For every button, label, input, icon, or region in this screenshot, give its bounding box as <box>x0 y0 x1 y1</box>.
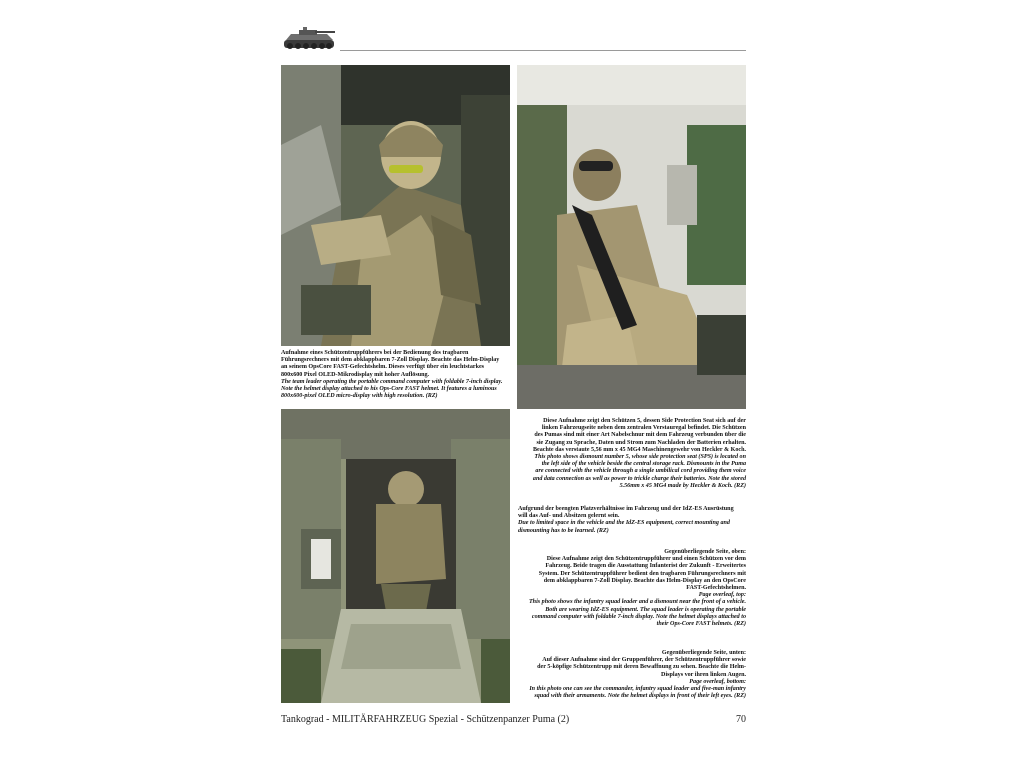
caption-en-line: Both are wearing IdZ-ES equipment. The squad leader is operating the portable <box>545 606 746 613</box>
caption-photo-3 <box>518 506 746 535</box>
caption-photo-2 <box>518 418 746 490</box>
caption-en-line: are connected with the vehicle through a single umbilical cord providing them voice <box>535 468 746 475</box>
caption-en-line: The team leader operating the portable command computer with foldable 7-inch display. <box>281 378 503 385</box>
caption-de-line: linken Fahrzeugseite neben dem zentralen Verstauregal befindet. Die Schützen <box>541 425 746 432</box>
caption-heading: Gegenüberliegende Seite, oben: <box>664 549 746 555</box>
caption-de-line: Auf dieser Aufnahme sind der Gruppenführer, der Schützentruppführer sowie <box>542 657 746 664</box>
caption-facing-bottom <box>518 650 746 700</box>
caption-de-line: des Pumas sind mit einer Art Nabelschnur mit dem Fahrzeug verbunden über die <box>534 432 746 439</box>
caption-photo-1 <box>281 350 513 400</box>
caption-de-line: an seinem OpsCore FAST-Gefechtshelm. Dieses verfügt über ein leuchtstarkes <box>281 364 485 371</box>
photo-rear-ramp-exit <box>281 409 510 703</box>
caption-en-line: dismounting has to be learned. (RZ) <box>518 527 609 534</box>
footer-title: Tankograd - MILITÄRFAHRZEUG Spezial - Schützenpanzer Puma (2) <box>281 714 570 725</box>
caption-de-line: 800x600 Pixel OLED-Mikrodisplay mit hoher Auflösung. <box>281 371 430 378</box>
caption-de-line: will das Auf- und Absitzen gelernt sein. <box>518 513 620 520</box>
caption-de-line: Führungsrechners mit dem abklappbaren 7-Zoll Display. Beachte das Helm-Display <box>281 357 500 364</box>
caption-en-line: 800x600-pixel OLED micro-display with high resolution. (RZ) <box>281 393 438 400</box>
caption-de-line: Diese Aufnahme zeigt den Schützen 5, dessen Side Protection Seat sich auf der <box>543 418 746 424</box>
caption-de-line: sie Zugang zu Sprache, Daten und Strom zum Nachladen der Batterien erhalten. <box>536 439 746 446</box>
caption-en-line: the left side of the vehicle beside the central storage rack. Dismounts in the Puma <box>541 461 746 468</box>
caption-en-line: Note the helmet display attached to his Ops-Core FAST helmet. It features a luminous <box>281 386 497 393</box>
caption-en-line: This photo shows the infantry squad leader and a dismount near the front of a vehicle. <box>528 599 746 606</box>
caption-en-line: squad with their armaments. Note the helmet displays in front of their left eyes. (RZ) <box>534 693 746 700</box>
caption-en-line: their Ops-Core FAST helmets. (RZ) <box>656 621 746 628</box>
caption-de-line: dem abklappbaren 7-Zoll Display. Beachte das Helm-Display an den OpsCore <box>543 577 746 584</box>
caption-de-line: Fahrzeug. Beide tragen die Ausstattung Infanterist der Zukunft - Erweitertes <box>545 563 746 570</box>
caption-en-line: Due to limited space in the vehicle and the IdZ-ES equipment, correct mounting and <box>518 520 730 527</box>
caption-en-line: In this photo one can see the commander, infantry squad leader and five-man infantry <box>529 686 746 693</box>
caption-facing-top <box>518 549 746 628</box>
page-footer <box>281 713 746 727</box>
caption-heading: Gegenüberliegende Seite, unten: <box>661 650 746 656</box>
caption-de-line: Aufnahme eines Schützentruppführers bei der Bedienung des tragbaren <box>281 350 469 356</box>
caption-en-line: and data connection as well as power to trickle charge their batteries. Note the stored <box>532 475 746 482</box>
caption-de-line: FAST-Gefechtshelmen. <box>686 585 746 592</box>
caption-de-line: System. Der Schützentruppführer bedient den tragbaren Führungsrechners mit <box>538 570 746 577</box>
caption-en-line: This photo shows dismount number 5, whose side protection seat (SPS) is located on <box>534 454 746 461</box>
caption-en-heading: Page overleaf, bottom: <box>689 678 746 685</box>
photo-soldier-with-display <box>281 65 510 346</box>
caption-en-line: 5.56mm x 45 MG4 made by Heckler & Koch. (RZ) <box>619 482 746 489</box>
caption-en-heading: Page overleaf, top: <box>698 592 746 599</box>
caption-de-line: Displays vor ihren linken Augen. <box>661 671 746 678</box>
caption-de-line: Diese Aufnahme zeigt den Schützentruppführer und einen Schützen vor dem <box>546 556 746 563</box>
caption-de-line: der 5-köpfige Schützentrupp mit deren Bewaffnung zu sehen. Beachte die Helm- <box>537 664 746 671</box>
caption-de-line: Aufgrund der beengten Platzverhältnisse im Fahrzeug und der IdZ-ES Ausrüstung <box>518 506 734 512</box>
tank-icon <box>281 24 337 52</box>
header-rule <box>340 50 746 51</box>
page-number: 70 <box>736 714 746 725</box>
caption-de-line: Beachte das verstaute 5,56 mm x 45 MG4 Maschinengewehr von Heckler & Koch. <box>532 446 746 453</box>
caption-en-line: command computer with foldable 7-inch display. Note the helmet displays attached to <box>531 613 746 620</box>
photo-dismount-seated <box>517 65 746 409</box>
